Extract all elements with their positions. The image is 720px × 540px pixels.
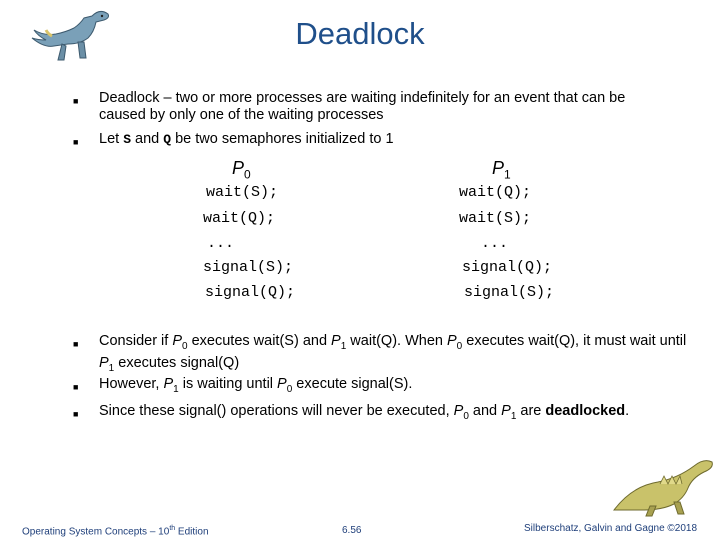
p1-code-line: signal(S); [464, 284, 555, 301]
p1-code-line: wait(Q); [459, 184, 532, 201]
bullet-deadlock-definition: ■ Deadlock – two or more processes are waiting indefinitely for an event that can be caused by only one of the waiting processes [73, 90, 626, 123]
slide-title: Deadlock [295, 16, 425, 51]
p1-code-line: ... [481, 235, 509, 252]
p0-code-line: wait(Q); [203, 210, 276, 227]
process-p0-label: $P_0$ [232, 158, 251, 182]
p0-code-line: wait(S); [206, 184, 279, 201]
bullet-consider-scenario: ■ Consider if $P_0$ executes wait(S) and $P_1$ wait(Q). When $P_0$ executes wait(Q), it must wait until $P_1$ executes signal(Q) [73, 333, 687, 374]
p0-code-line: signal(S); [203, 259, 294, 276]
bullet-marker-icon: ■ [73, 137, 79, 147]
bullet-however: ■ However, $P_1$ is waiting until $P_0$ execute signal(S). [73, 376, 413, 395]
p0-code-line: ... [207, 235, 235, 252]
footer-authors: Silberschatz, Galvin and Gagne ©2018 [524, 523, 698, 534]
p1-code-line: signal(Q); [462, 259, 553, 276]
bullet-conclusion: ■ Since these signal() operations will never be executed, $P_0$ and $P_1$ are deadlocked. [73, 403, 630, 422]
process-p1-label: $P_1$ [492, 158, 511, 182]
bullet-marker-icon: ■ [73, 382, 79, 392]
footer-book-title: Operating System Concepts – 10th Edition [22, 525, 209, 538]
footer-page-number: 6.56 [342, 525, 362, 536]
bullet-marker-icon: ■ [73, 96, 79, 106]
bullet-semaphores: ■ Let S and Q be two semaphores initialized to 1 [99, 131, 659, 148]
p0-code-line: signal(Q); [205, 284, 296, 301]
bullet-marker-icon: ■ [73, 409, 79, 419]
dinosaur-logo-bottom [610, 458, 714, 520]
bullet-marker-icon: ■ [73, 339, 79, 349]
p1-code-line: wait(S); [459, 210, 532, 227]
